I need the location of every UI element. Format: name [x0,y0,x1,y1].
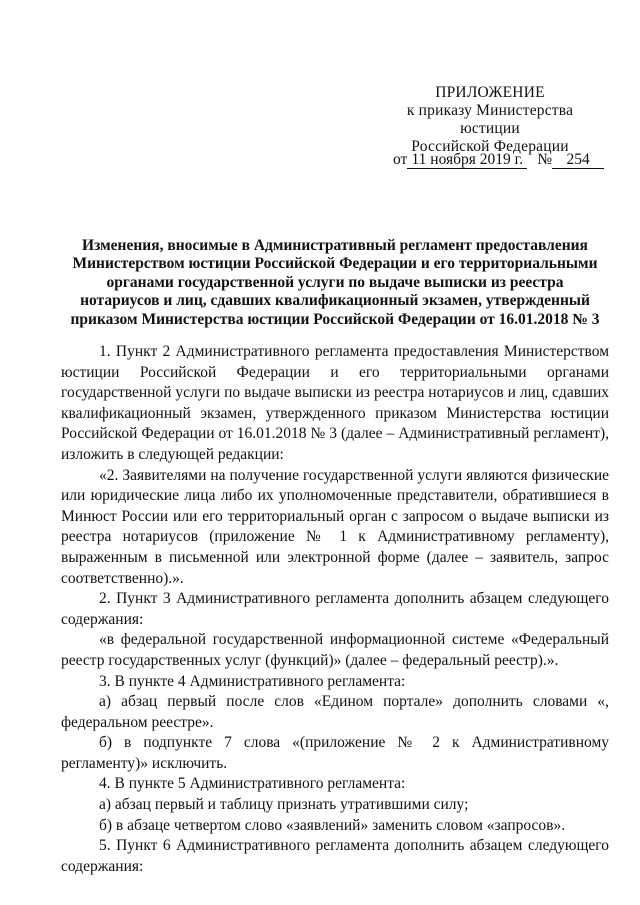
order-line-1: к приказу Министерства юстиции [406,102,574,137]
paragraph: 4. В пункте 5 Административного регламента: [99,775,406,793]
paragraph: а) абзац первый после слов «Едином портале» дополнить словами «, федеральном реестре». [61,693,609,731]
appendix-block [380,84,600,156]
paragraph: 3. В пункте 4 Административного регламента: [99,672,406,690]
paragraph: 2. Пункт 3 Административного регламента дополнить абзацем следующего содержания: [61,590,609,628]
document-body [61,342,609,877]
order-date: 11 ноября 2019 г. [407,152,527,169]
paragraph: «2. Заявителями на получение государственной услуги являются физические или юридические лица либо их уполномоченные представители, обратившиеся в Минюст России или его территориальный орган с запросом о выдаче выписки из реестра нотариусов (приложение № 1 к Административному регламенту), выраженным в письменной или электронной форме (далее – заявитель, запрос соответственно).». [61,466,609,587]
paragraph: «в федеральной государственной информационной системе «Федеральный реестр государственных услуг (функций)» (далее – федеральный реестр).». [61,631,609,669]
order-date-line [393,151,604,169]
document-title: Изменения, вносимые в Административный регламент предоставления Министерством юстиции Российской Федерации и его территориальными органами государственной услуги по выдаче выписки из реестра нотариусов и лиц, сдавших квалификационный экзамен, утвержденный приказом Министерства юстиции Российской Федерации от 16.01.2018 № 3 [70,237,600,328]
order-line-2: Российской Федерации [411,138,569,155]
number-prefix: № [537,151,553,168]
order-number: 254 [552,152,604,169]
paragraph: б) в абзаце четвертом слово «заявлений» заменить словом «запросов». [99,816,566,834]
paragraph: 5. Пункт 6 Административного регламента дополнить абзацем следующего содержания: [61,837,609,875]
paragraph: а) абзац первый и таблицу признать утратившими силу; [99,796,469,814]
paragraph: б) в подпункте 7 слова «(приложение № 2 к Административному регламенту)» исключить. [61,734,609,772]
appendix-label: ПРИЛОЖЕНИЕ [435,84,545,101]
date-prefix: от [393,151,408,168]
paragraph: 1. Пункт 2 Административного регламента предоставления Министерством юстиции Российской Федерации и его территориальными органами государственной услуги по выдаче выписки из реестра нотариусов и лиц, сдавших квалификационный экзамен, утвержденного приказом Министерства юстиции Российской Федерации от 16.01.2018 № 3 (далее – Административный регламент), изложить в следующей редакции: [61,343,609,463]
